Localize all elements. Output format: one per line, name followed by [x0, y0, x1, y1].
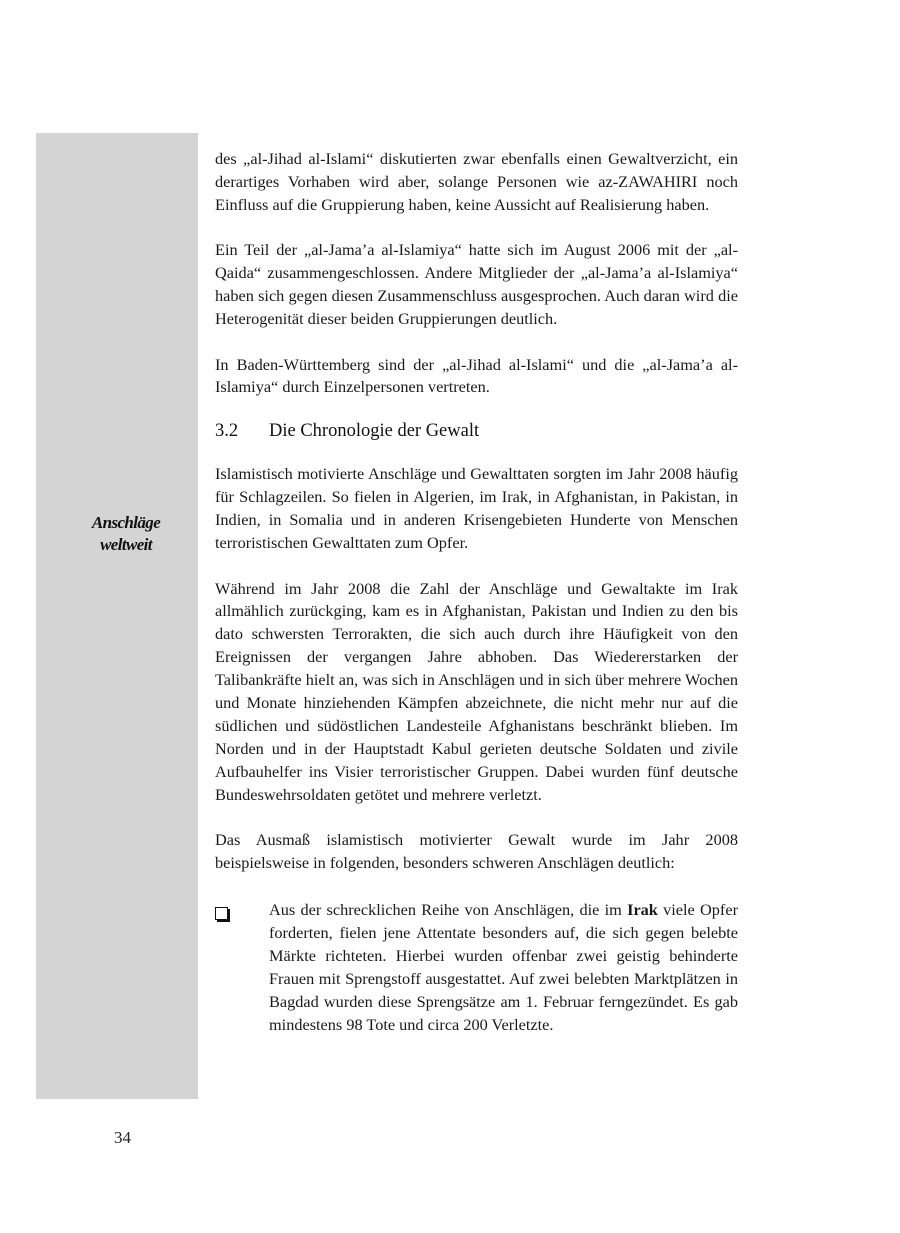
paragraph: des „al-Jihad al-Islami“ diskutierten zwar ebenfalls einen Gewaltverzicht, ein derartiges Vorhaben wird aber, solange Personen wie az-ZAWAHIRI noch Einfluss auf die Gruppierung haben, keine Aussicht auf Realisierung haben.: [215, 149, 738, 214]
page-number: 34: [114, 1128, 131, 1147]
margin-sidebar: [36, 133, 198, 1099]
paragraph: Ein Teil der „al-Jama’a al-Islamiya“ hatte sich im August 2006 mit der „al-Qaida“ zusammengeschlossen. Andere Mitglieder der „al-Jama’a al-Islamiya“ haben sich gegen diesen Zusammenschluss ausgesprochen. Auch daran wird die Heterogenität dieser beiden Gruppierungen deutlich.: [215, 240, 738, 329]
bullet-item: [215, 899, 738, 1036]
section-heading: [215, 419, 738, 443]
paragraph: In Baden-Württemberg sind der „al-Jihad al-Islami“ und die „al-Jama’a al-Islamiya“ durch Einzelpersonen vertreten.: [215, 354, 738, 397]
bullet-text-end: viele Opfer forderten, fielen jene Attentate besonders auf, die sich gegen belebte Märkte richteten. Hierbei wurden offenbar zwei geistig behinderte Frauen mit Sprengstoff ausgestattet. Auf zwei belebten Marktplätzen in Bagdad wurden diese Sprengsätze am 1. Februar ferngezündet. Es gab mindestens 98 Tote und circa 200 Verletzte.: [269, 900, 739, 1034]
checkbox-square-icon: [215, 907, 228, 920]
bullet-text-bold: Irak: [627, 900, 658, 920]
bullet-text-start: Aus der schrecklichen Reihe von Anschlägen, die im: [269, 900, 628, 920]
main-content: [215, 148, 738, 1036]
margin-note: Anschläge weltweit: [91, 513, 161, 554]
section-number: 3.2: [215, 421, 239, 442]
paragraph: Islamistisch motivierte Anschläge und Gewalttaten sorgten im Jahr 2008 häufig für Schlagzeilen. So fielen in Algerien, im Irak, in Afghanistan, in Pakistan, in Indien, in Somalia und in anderen Krisengebieten Hunderte von Menschen terroristischen Gewalttaten zum Opfer.: [215, 464, 738, 553]
section-title: Die Chronologie der Gewalt: [269, 421, 480, 442]
bullet-text: [269, 899, 738, 1036]
paragraph: Während im Jahr 2008 die Zahl der Anschläge und Gewaltakte im Irak allmählich zurückging, kam es in Afghanistan, Pakistan und Indien zu den bis dato schwersten Terrorakten, die sich auch durch ihre Häufigkeit von den Ereignissen der vergangen Jahre abhoben. Das Wiedererstarken der Talibankräfte hielt an, was sich in Anschlägen und in sich über mehrere Wochen und Monate hinziehenden Kämpfen abzeichnete, die nicht mehr nur auf die südlichen und südöstlichen Landesteile Afghanistans beschränkt blieben. Im Norden und in der Hauptstadt Kabul gerieten deutsche Soldaten und zivile Aufbauhelfer ins Visier terroristischer Gruppen. Dabei wurden fünf deutsche Bundeswehrsoldaten getötet und mehrere verletzt.: [215, 578, 738, 804]
paragraph: Das Ausmaß islamistisch motivierter Gewalt wurde im Jahr 2008 beispielsweise in folgenden, besonders schweren Anschlägen deutlich:: [215, 830, 738, 873]
bullet-marker: [215, 899, 269, 927]
